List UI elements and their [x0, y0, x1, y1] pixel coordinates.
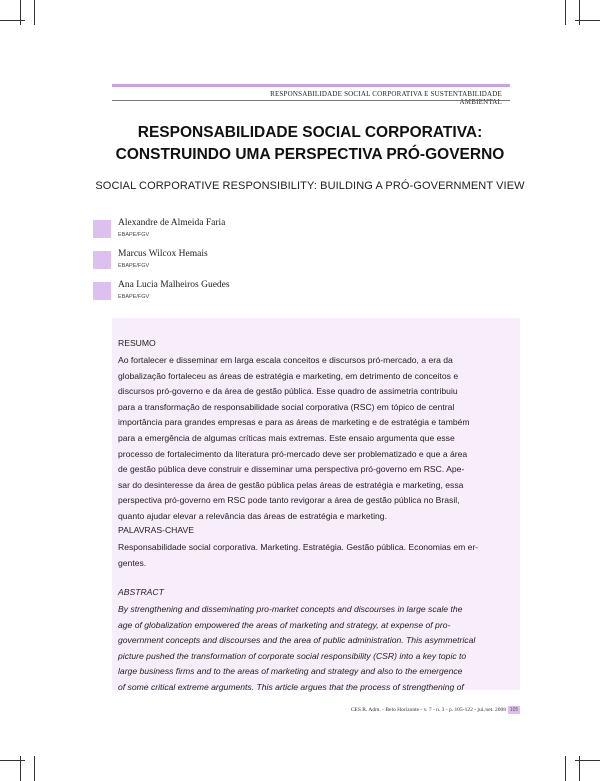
crop-mark: [34, 0, 35, 25]
article-subtitle: SOCIAL CORPORATIVE RESPONSIBILITY: BUILDING A PRÓ-GOVERNMENT VIEW: [95, 180, 525, 192]
text-line: large business firms and to the areas of marketing and strategy and also to the emergence: [118, 666, 463, 677]
author-name: Ana Lucia Malheiros Guedes: [118, 280, 230, 290]
keywords-text: [118, 540, 496, 571]
text-line: processo de fortalecimento da literatura pró-mercado deve ser problematizado e que a área: [118, 448, 468, 459]
crop-mark: [0, 760, 25, 761]
crop-mark: [20, 0, 21, 25]
article-title: [100, 122, 520, 166]
text-line: globalização fortaleceu as áreas de estratégia e marketing, em detrimento de conceitos e: [118, 370, 459, 381]
author-affiliation: EBAPE/FGV: [118, 232, 150, 238]
crop-mark: [575, 20, 600, 21]
text-line: sar do desinteresse da área de gestão pública pelas áreas de estratégia e marketing, essa: [118, 479, 464, 490]
text-line: importância para grandes empresas e para as áreas de marketing e de estratégia e também: [118, 417, 470, 428]
crop-mark: [34, 756, 35, 781]
crop-mark: [565, 0, 566, 25]
text-line: age of globalization empowered the areas of marketing and strategy, at expense of pro-: [118, 619, 451, 630]
crop-mark: [575, 760, 600, 761]
header-rule: [112, 100, 510, 101]
title-line: CONSTRUINDO UMA PERSPECTIVA PRÓ-GOVERNO: [115, 146, 505, 163]
text-line: para a transformação de responsabilidade social corporativa (RSC) em tópico de central: [118, 401, 455, 412]
author-name: Marcus Wilcox Hemais: [118, 249, 208, 259]
text-line: para a emergência de algumas críticas mais extremas. Este ensaio argumenta que esse: [118, 432, 455, 443]
author-marker: [93, 220, 111, 238]
header-accent-bar: [112, 84, 510, 87]
crop-mark: [565, 756, 566, 781]
resumo-text: [118, 353, 496, 525]
text-line: By strengthening and disseminating pro-market concepts and discourses in large scale the: [118, 604, 463, 614]
author-marker: [93, 282, 111, 300]
text-line: government concepts and discourses and the area of public administration. This asymmetrical: [118, 635, 476, 646]
text-line: of some critical extreme arguments. This article argues that the process of strengthening of: [118, 681, 464, 692]
title-line: RESPONSABILIDADE SOCIAL CORPORATIVA:: [137, 124, 483, 141]
footer-citation: CES R. Adm. - Belo Horizonte - v. 7 - n. 3 - p. 105-122 - jul./set. 2008: [350, 707, 506, 713]
text-line: de gestão pública deve construir e disseminar uma perspectiva pró-governo em RSC. Ape-: [118, 464, 465, 475]
abstract-heading: ABSTRACT: [118, 587, 164, 597]
text-line: discursos pró-governo e da área de gestão pública. Esse quadro de assimetria contribuiu: [118, 386, 458, 397]
text-line: picture pushed the transformation of corporate social responsibility (CSR) into a key topic to: [118, 650, 467, 661]
text-line: gentes.: [118, 557, 147, 568]
running-header: RESPONSABILIDADE SOCIAL CORPORATIVA E SUSTENTABILIDADE AMBIENTAL: [270, 90, 502, 106]
crop-mark: [0, 20, 25, 21]
author-affiliation: EBAPE/FGV: [118, 263, 150, 269]
keywords-heading: PALAVRAS-CHAVE: [118, 525, 194, 535]
abstract-text: [118, 602, 496, 696]
page-number: 105: [509, 707, 519, 713]
crop-mark: [579, 0, 580, 25]
text-line: Responsabilidade social corporativa. Marketing. Estratégia. Gestão pública. Economias em er-: [118, 542, 479, 552]
author-name: Alexandre de Almeida Faria: [118, 218, 226, 228]
text-line: Ao fortalecer e disseminar em larga escala conceitos e discursos pró-mercado, a era da: [118, 355, 453, 365]
author-marker: [93, 251, 111, 269]
text-line: perspectiva pró-governo em RSC pode tanto revigorar a área de gestão pública no Brasil,: [118, 495, 460, 506]
text-line: quanto ajudar elevar a relevância das áreas de estratégia e marketing.: [118, 510, 387, 521]
resumo-heading: RESUMO: [118, 338, 156, 348]
author-affiliation: EBAPE/FGV: [118, 294, 150, 300]
